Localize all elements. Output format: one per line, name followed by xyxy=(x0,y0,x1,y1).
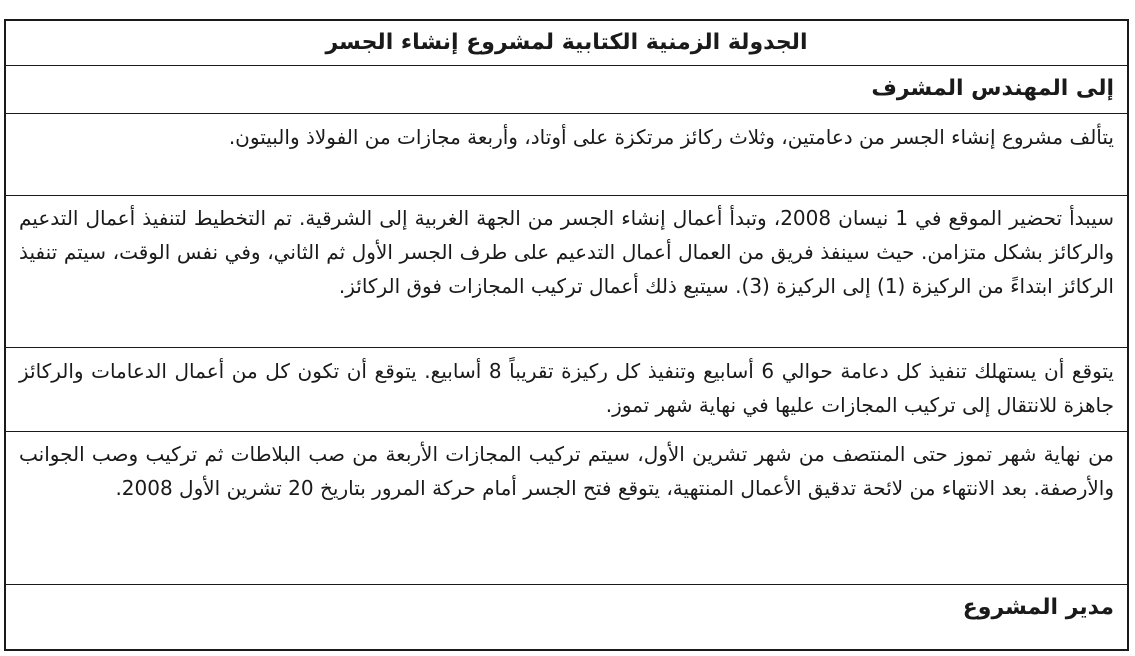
paragraph-1: يتألف مشروع إنشاء الجسر من دعامتين، وثلاث ركائز مرتكزة على أوتاد، وأربعة مجازات من الفولاذ والبيتون. xyxy=(228,125,1114,149)
signature: مدير المشروع xyxy=(962,595,1114,620)
recipient-heading: إلى المهندس المشرف xyxy=(871,76,1114,101)
divider xyxy=(6,195,1127,196)
paragraph-2: سيبدأ تحضير الموقع في 1 نيسان 2008، وتبدأ أعمال إنشاء الجسر من الجهة الغربية إلى الشرقية. تم التخطيط لتنفيذ أعمال التدعيم والركائز بشكل متزامن. حيث سينفذ فريق من العمال أعمال التدعيم على طرف الجسر الأول ثم الثاني، وفي نفس الوقت، سيتم تنفيذ الركائز ابتداءً من الركيزة (1) إلى الركيزة (3). سيتبع ذلك أعمال تركيب المجازات فوق الركائز. xyxy=(19,206,1114,298)
document-frame xyxy=(4,19,1129,651)
divider xyxy=(6,65,1127,66)
paragraph-4: من نهاية شهر تموز حتى المنتصف من شهر تشرين الأول، سيتم تركيب المجازات الأربعة من صب البلاطات ثم تركيب وصب الجوانب والأرصفة. بعد الانتهاء من لائحة تدقيق الأعمال المنتهية، يتوقع فتح الجسر أمام حركة المرور بتاريخ 20 تشرين الأول 2008. xyxy=(19,442,1114,500)
document-title: الجدولة الزمنية الكتابية لمشروع إنشاء الجسر xyxy=(325,30,808,55)
divider xyxy=(6,113,1127,114)
divider xyxy=(6,431,1127,432)
divider xyxy=(6,584,1127,585)
divider xyxy=(6,347,1127,348)
paragraph-3: يتوقع أن يستهلك تنفيذ كل دعامة حوالي 6 أسابيع وتنفيذ كل ركيزة تقريباً 8 أسابيع. يتوقع أن تكون كل من أعمال الدعامات والركائز جاهزة للانتقال إلى تركيب المجازات عليها في نهاية شهر تموز. xyxy=(19,359,1115,417)
